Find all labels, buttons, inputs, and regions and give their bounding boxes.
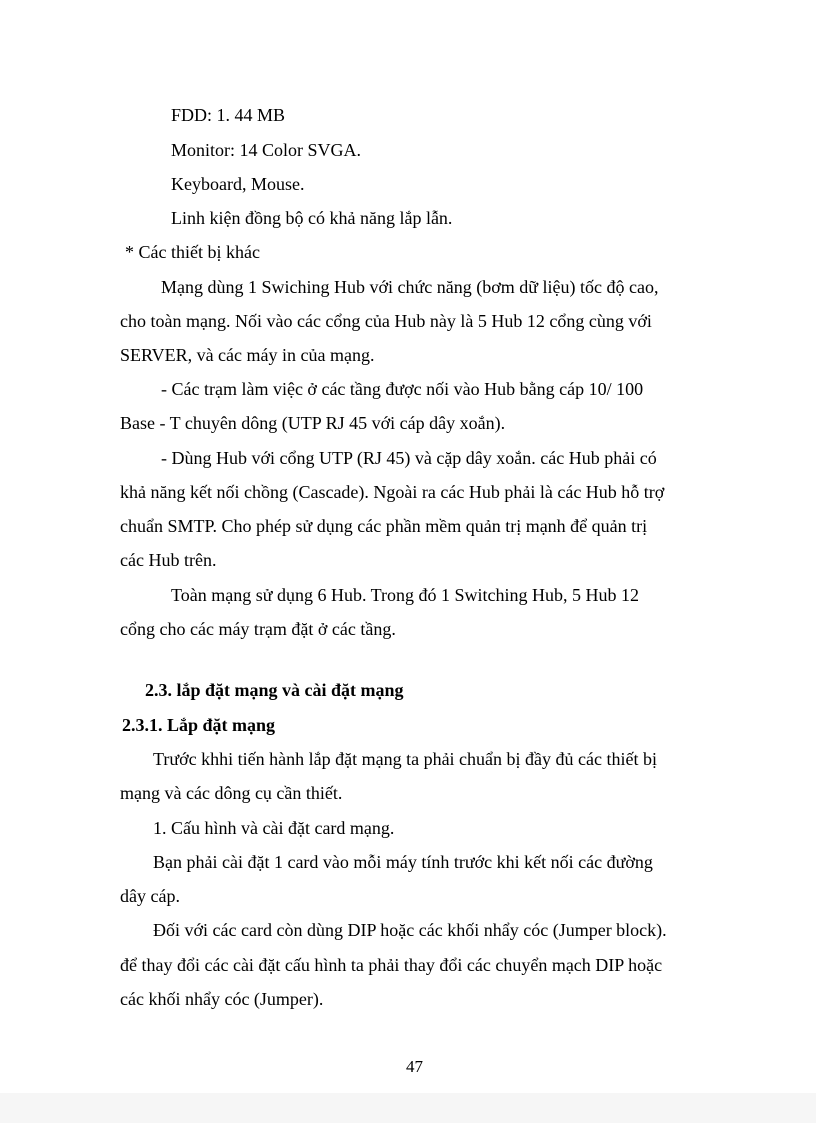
spec-keyboard: Keyboard, Mouse. [171, 174, 305, 194]
paragraph-line: SERVER, và các máy in của mạng. [120, 345, 375, 365]
paragraph-line: dây cáp. [120, 886, 180, 906]
paragraph-line: Base - T chuyên dông (UTP RJ 45 với cáp dây xoắn). [120, 413, 506, 433]
paragraph-line: - Các trạm làm việc ở các tầng được nối vào Hub bằng cáp 10/ 100 [161, 379, 644, 399]
page-footer-band [0, 1093, 816, 1123]
paragraph-line: mạng và các dông cụ cần thiết. [120, 783, 343, 803]
paragraph-line: để thay đổi các cài đặt cấu hình ta phải thay đổi các chuyển mạch DIP hoặc [120, 955, 663, 975]
paragraph-line: Mạng dùng 1 Swiching Hub với chức năng (bơm dữ liệu) tốc độ cao, [161, 277, 659, 297]
paragraph-line: khả năng kết nối chồng (Cascade). Ngoài ra các Hub phải là các Hub hỗ trợ [120, 482, 665, 502]
subheading-other-devices: * Các thiết bị khác [125, 242, 260, 262]
paragraph-line: cổng cho các máy trạm đặt ở các tầng. [120, 619, 396, 639]
section-heading-2-3: 2.3. lắp đặt mạng và cài đặt mạng [145, 680, 404, 700]
spec-monitor: Monitor: 14 Color SVGA. [171, 140, 362, 160]
page-number: 47 [406, 1057, 423, 1076]
list-item-1: 1. Cấu hình và cài đặt card mạng. [153, 818, 395, 838]
paragraph-line: các khối nhẩy cóc (Jumper). [120, 989, 324, 1009]
spec-components: Linh kiện đồng bộ có khả năng lắp lẫn. [171, 208, 453, 228]
paragraph-line: - Dùng Hub với cổng UTP (RJ 45) và cặp dây xoắn. các Hub phải có [161, 448, 657, 468]
paragraph-line: các Hub trên. [120, 550, 217, 570]
paragraph-line: Toàn mạng sử dụng 6 Hub. Trong đó 1 Switching Hub, 5 Hub 12 [171, 585, 640, 605]
paragraph-line: Trước khhi tiến hành lắp đặt mạng ta phải chuẩn bị đầy đủ các thiết bị [153, 749, 657, 769]
paragraph-line: Đối với các card còn dùng DIP hoặc các khối nhẩy cóc (Jumper block). [153, 920, 667, 940]
spec-fdd: FDD: 1. 44 MB [171, 105, 286, 125]
section-heading-2-3-1: 2.3.1. Lắp đặt mạng [122, 715, 276, 735]
paragraph-line: cho toàn mạng. Nối vào các cổng của Hub này là 5 Hub 12 cổng cùng với [120, 311, 652, 331]
paragraph-line: chuẩn SMTP. Cho phép sử dụng các phần mềm quản trị mạnh để quản trị [120, 516, 648, 536]
paragraph-line: Bạn phải cài đặt 1 card vào mỗi máy tính trước khi kết nối các đường [153, 852, 653, 872]
